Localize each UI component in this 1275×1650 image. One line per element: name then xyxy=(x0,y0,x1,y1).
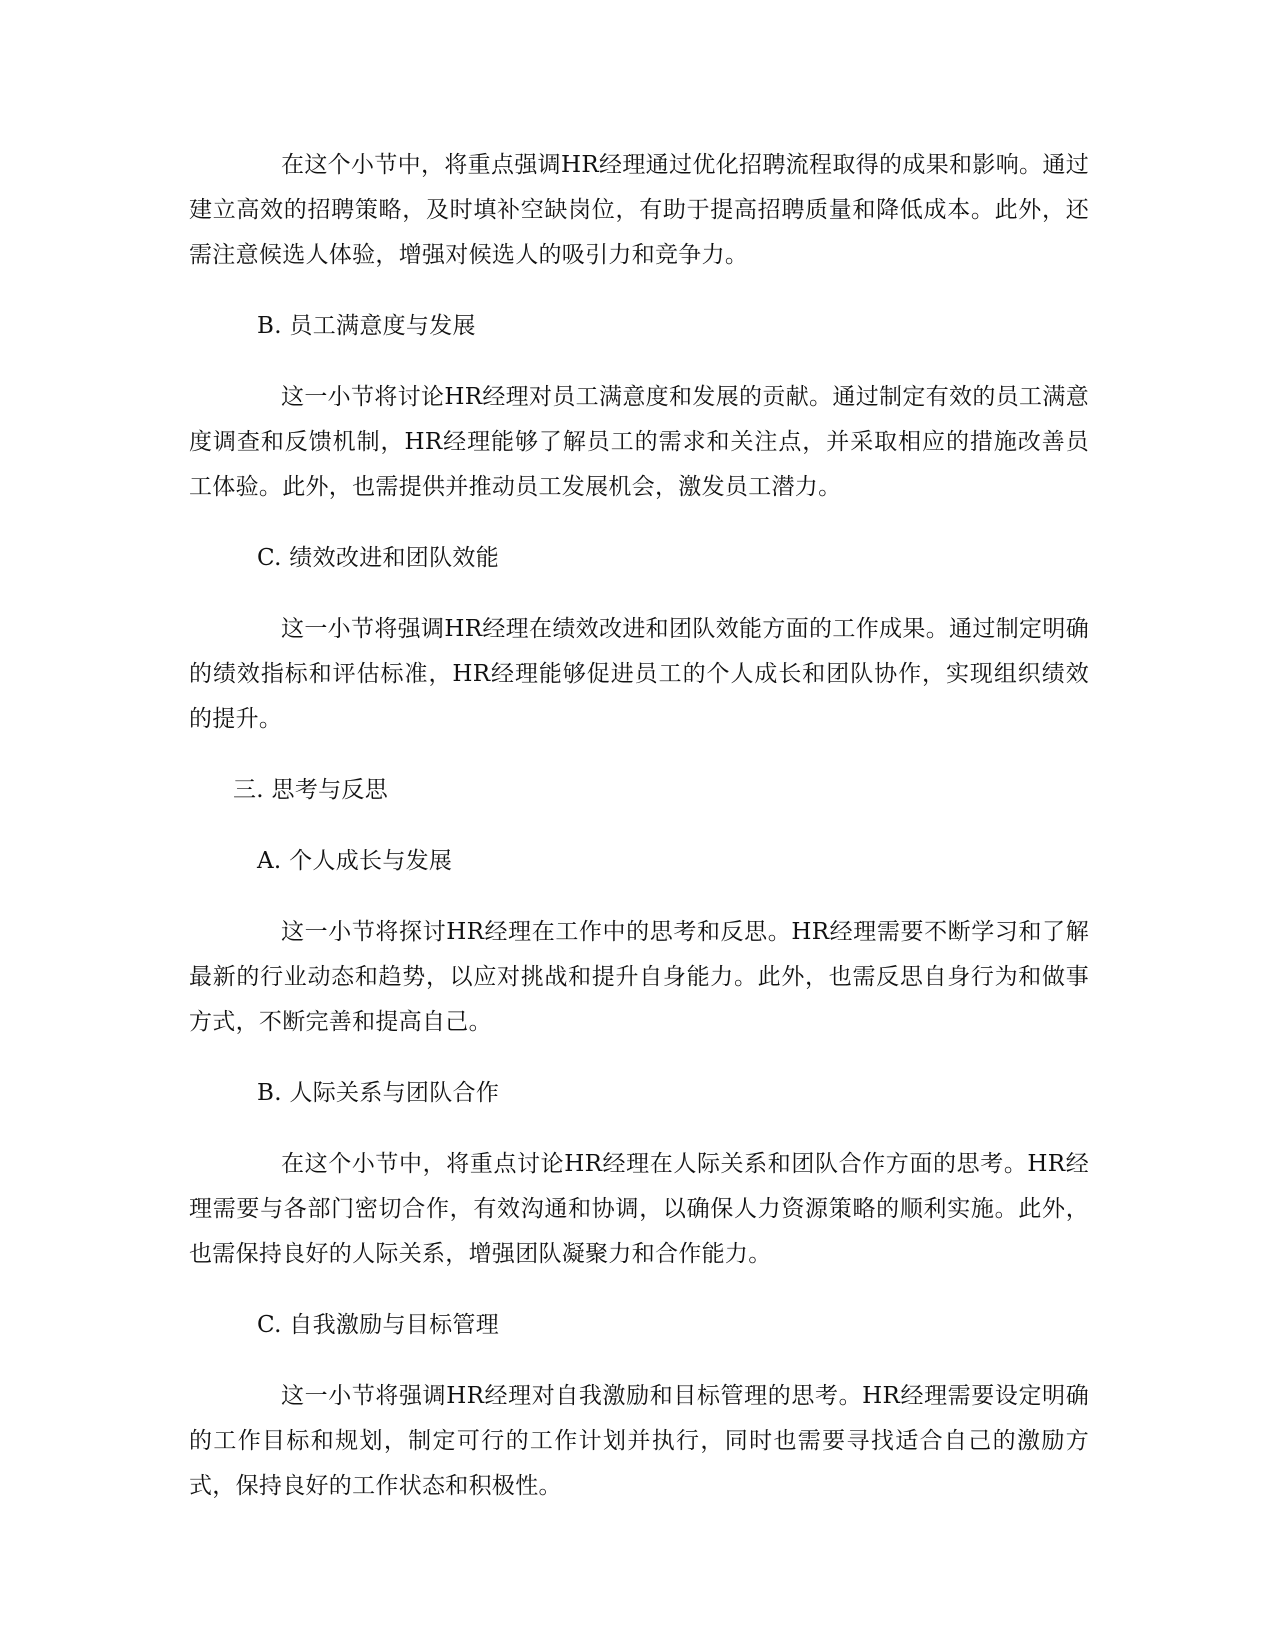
heading-personal-growth: A. 个人成长与发展 xyxy=(257,848,453,874)
paragraph-self-motivation: 这一小节将强调HR经理对自我激励和目标管理的思考。HR经理需要设定明确的工作目标和规划，制定可行的工作计划并执行，同时也需要寻找适合自己的激励方式，保持良好的工作状态和积极性。 xyxy=(189,1383,1089,1499)
paragraph-recruitment-results: 在这个小节中，将重点强调HR经理通过优化招聘流程取得的成果和影响。通过建立高效的招聘策略，及时填补空缺岗位，有助于提高招聘质量和降低成本。此外，还需注意候选人体验，增强对候选人的吸引力和竞争力。 xyxy=(189,152,1089,268)
document-body xyxy=(189,143,1089,1535)
paragraph-performance-improvement: 这一小节将强调HR经理在绩效改进和团队效能方面的工作成果。通过制定明确的绩效指标和评估标准，HR经理能够促进员工的个人成长和团队协作，实现组织绩效的提升。 xyxy=(189,616,1089,732)
heading-self-motivation: C. 自我激励与目标管理 xyxy=(257,1312,500,1338)
paragraph-employee-satisfaction: 这一小节将讨论HR经理对员工满意度和发展的贡献。通过制定有效的员工满意度调查和反馈机制，HR经理能够了解员工的需求和关注点，并采取相应的措施改善员工体验。此外，也需提供并推动员工发展机会，激发员工潜力。 xyxy=(189,384,1089,500)
paragraph-personal-growth: 这一小节将探讨HR经理在工作中的思考和反思。HR经理需要不断学习和了解最新的行业动态和趋势，以应对挑战和提升自身能力。此外，也需反思自身行为和做事方式，不断完善和提高自己。 xyxy=(189,919,1089,1035)
heading-section-reflection: 三. 思考与反思 xyxy=(233,777,389,803)
heading-performance-improvement: C. 绩效改进和团队效能 xyxy=(257,545,500,571)
heading-employee-satisfaction: B. 员工满意度与发展 xyxy=(257,313,476,339)
paragraph-teamwork: 在这个小节中，将重点讨论HR经理在人际关系和团队合作方面的思考。HR经理需要与各部门密切合作，有效沟通和协调，以确保人力资源策略的顺利实施。此外，也需保持良好的人际关系，增强团队凝聚力和合作能力。 xyxy=(189,1151,1089,1267)
heading-teamwork: B. 人际关系与团队合作 xyxy=(257,1080,500,1106)
